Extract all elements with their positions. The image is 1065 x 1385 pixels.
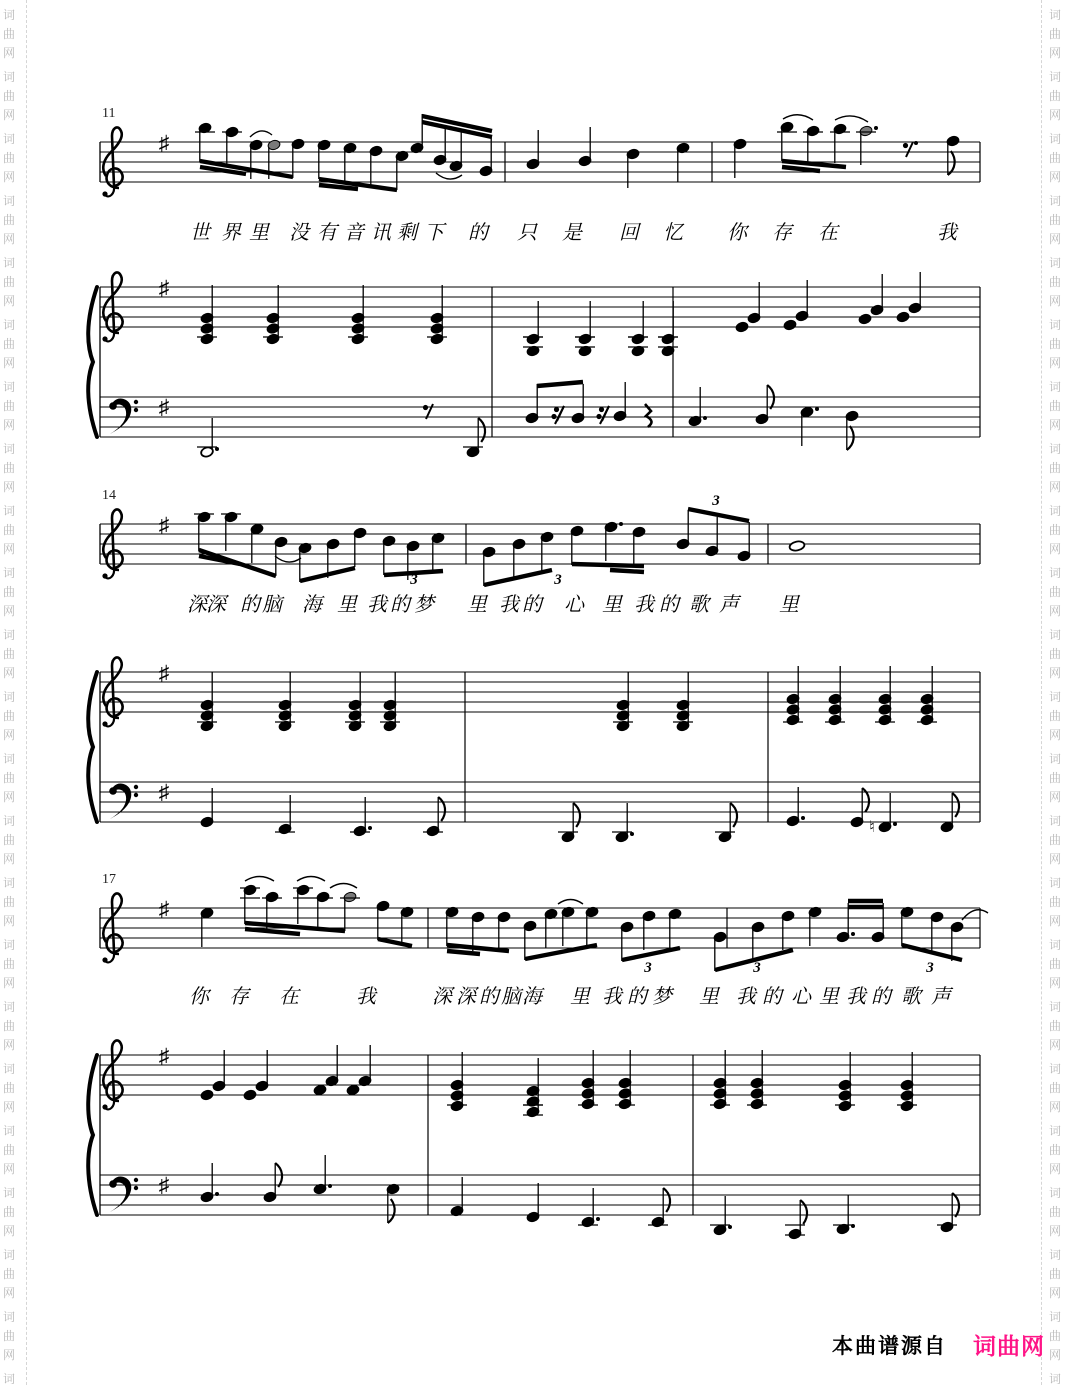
lyric-syllable: 梦	[652, 986, 672, 1008]
lyric-syllable: 声	[719, 594, 739, 616]
watermark-text: 词	[3, 876, 16, 890]
watermark-text: 词	[3, 1186, 16, 1200]
lyric-syllable: 梦	[414, 594, 434, 616]
watermark-text: 词	[3, 690, 16, 704]
watermark-text: 网	[1049, 480, 1062, 494]
lyric-syllable: 的	[390, 594, 410, 616]
watermark-text: 网	[3, 356, 16, 370]
watermark-text: 曲	[1049, 1329, 1062, 1343]
watermark-text: 词	[1049, 1062, 1062, 1076]
watermark-text: 词	[3, 504, 16, 518]
svg-text:♯: ♯	[158, 780, 170, 804]
watermark-text: 曲	[1049, 895, 1062, 909]
watermark-text: 词	[3, 1062, 16, 1076]
watermark-text: 网	[1049, 542, 1062, 556]
watermark-text: 词	[3, 1124, 16, 1138]
watermark-text: 曲	[1049, 771, 1062, 785]
watermark-text: 词	[1049, 194, 1062, 208]
watermark-text: 曲	[1049, 151, 1062, 165]
watermark-text: 网	[1049, 914, 1062, 928]
lyric-syllable: 存	[229, 986, 249, 1008]
lyric-syllable: 里	[249, 222, 269, 244]
lyric-syllable: 海	[522, 986, 542, 1008]
measure-number-14: 14	[102, 488, 116, 503]
watermark-text: 词	[1049, 256, 1062, 270]
lyric-syllable: 里	[337, 594, 357, 616]
watermark-text: 网	[1049, 790, 1062, 804]
watermark-text: 网	[1049, 1038, 1062, 1052]
watermark-text: 曲	[3, 833, 16, 847]
watermark-text: 曲	[1049, 1019, 1062, 1033]
watermark-text: 曲	[3, 151, 16, 165]
watermark-text: 词	[1049, 876, 1062, 890]
svg-text:♯: ♯	[158, 661, 170, 685]
svg-text:♯: ♯	[158, 1044, 170, 1068]
lyric-syllable: 深	[187, 594, 207, 616]
lyric-syllable: 我	[356, 986, 376, 1008]
watermark-text: 网	[3, 46, 16, 60]
watermark-text: 曲	[3, 1267, 16, 1281]
watermark-text: 网	[1049, 170, 1062, 184]
lyric-syllable: 心	[564, 594, 584, 616]
watermark-text: 网	[3, 666, 16, 680]
lyric-syllable: 脑	[501, 986, 521, 1008]
watermark-text: 词	[1049, 380, 1062, 394]
watermark-text: 词	[1049, 504, 1062, 518]
watermark-text: 网	[1049, 108, 1062, 122]
lyric-syllable: 没	[289, 222, 309, 244]
svg-text:3: 3	[712, 493, 720, 509]
lyric-syllable: 深	[206, 594, 226, 616]
lyric-syllable: 的	[627, 986, 647, 1008]
watermark-text: 曲	[3, 957, 16, 971]
watermark-text: 曲	[1049, 461, 1062, 475]
watermark-text: 网	[3, 232, 16, 246]
lyric-syllable: 的	[871, 986, 891, 1008]
watermark-text: 曲	[1049, 27, 1062, 41]
watermark-text: 网	[3, 914, 16, 928]
watermark-text: 曲	[1049, 709, 1062, 723]
lyric-syllable: 的	[659, 594, 679, 616]
watermark-text: 曲	[3, 461, 16, 475]
watermark-text: 词	[1049, 1372, 1062, 1385]
lyric-syllable: 里	[602, 594, 622, 616]
lyric-syllable: 歌	[689, 594, 709, 616]
watermark-text: 曲	[3, 585, 16, 599]
watermark-text: 曲	[3, 89, 16, 103]
watermark-text: 曲	[1049, 1267, 1062, 1281]
watermark-text: 词	[1049, 70, 1062, 84]
watermark-text: 词	[1049, 938, 1062, 952]
watermark-text: 网	[3, 542, 16, 556]
watermark-text: 词	[3, 1310, 16, 1324]
watermark-text: 曲	[3, 647, 16, 661]
watermark-text: 词	[1049, 1124, 1062, 1138]
lyric-syllable: 的	[522, 594, 542, 616]
watermark-text: 曲	[1049, 275, 1062, 289]
lyric-syllable: 讯	[371, 222, 391, 244]
lyric-syllable: 音	[344, 222, 364, 244]
lyric-syllable: 里	[570, 986, 590, 1008]
lyric-syllable: 是	[562, 222, 582, 244]
watermark-text: 词	[1049, 566, 1062, 580]
lyric-syllable: 我	[499, 594, 519, 616]
watermark-text: 词	[3, 8, 16, 22]
lyric-syllable: 里	[819, 986, 839, 1008]
watermark-text: 网	[3, 790, 16, 804]
watermark-text: 网	[3, 1348, 16, 1362]
watermark-text: 网	[1049, 1286, 1062, 1300]
watermark-text: 词	[3, 1248, 16, 1262]
watermark-text: 网	[3, 480, 16, 494]
svg-text:♯: ♯	[158, 395, 170, 419]
lyric-syllable: 下	[424, 222, 444, 244]
lyric-syllable: 深	[432, 986, 452, 1008]
footer-site-name[interactable]: 词曲网	[973, 1333, 1045, 1359]
lyric-syllable: 里	[779, 594, 799, 616]
lyric-syllable: 海	[302, 594, 322, 616]
svg-text:3: 3	[554, 572, 562, 588]
watermark-text: 词	[1049, 1000, 1062, 1014]
watermark-text: 网	[3, 1038, 16, 1052]
lyric-syllable: 深	[456, 986, 476, 1008]
watermark-text: 曲	[1049, 1081, 1062, 1095]
lyric-syllable: 歌	[901, 986, 921, 1008]
watermark-text: 曲	[1049, 399, 1062, 413]
svg-text:♯: ♯	[158, 131, 170, 155]
watermark-text: 曲	[1049, 213, 1062, 227]
watermark-text: 曲	[1049, 89, 1062, 103]
watermark-text: 网	[3, 170, 16, 184]
lyric-syllable: 在	[818, 222, 838, 244]
watermark-text: 词	[3, 566, 16, 580]
watermark-text: 曲	[3, 275, 16, 289]
watermark-text: 词	[1049, 8, 1062, 22]
lyric-syllable: 的	[240, 594, 260, 616]
watermark-text: 曲	[3, 1205, 16, 1219]
watermark-text: 词	[1049, 752, 1062, 766]
watermark-text: 词	[1049, 628, 1062, 642]
watermark-text: 网	[3, 418, 16, 432]
watermark-text: 词	[1049, 1248, 1062, 1262]
measure-number-11: 11	[102, 106, 116, 121]
watermark-text: 曲	[3, 213, 16, 227]
watermark-text: 网	[3, 1286, 16, 1300]
watermark-text: 网	[3, 852, 16, 866]
watermark-text: 网	[1049, 976, 1062, 990]
lyric-syllable: 我	[846, 986, 866, 1008]
watermark-text: 词	[1049, 814, 1062, 828]
svg-text:3: 3	[644, 960, 652, 976]
watermark-text: 曲	[1049, 337, 1062, 351]
lyric-syllable: 我	[602, 986, 622, 1008]
watermark-text: 词	[3, 256, 16, 270]
watermark-text: 网	[3, 1224, 16, 1238]
watermark-text: 网	[1049, 418, 1062, 432]
svg-text:3: 3	[410, 572, 418, 588]
watermark-text: 曲	[1049, 833, 1062, 847]
watermark-text: 曲	[3, 399, 16, 413]
watermark-text: 网	[1049, 1162, 1062, 1176]
watermark-text: 网	[1049, 356, 1062, 370]
watermark-text: 网	[1049, 728, 1062, 742]
watermark-text: 曲	[3, 1143, 16, 1157]
lyric-syllable: 忆	[663, 222, 683, 244]
watermark-text: 词	[1049, 1310, 1062, 1324]
watermark-text: 曲	[3, 1081, 16, 1095]
watermark-text: 网	[1049, 666, 1062, 680]
watermark-text: 曲	[1049, 523, 1062, 537]
lyric-syllable: 声	[931, 986, 951, 1008]
lyric-syllable: 我	[634, 594, 654, 616]
watermark-text: 词	[3, 814, 16, 828]
watermark-text: 词	[3, 628, 16, 642]
watermark-text: 曲	[1049, 1205, 1062, 1219]
watermark-text: 网	[3, 108, 16, 122]
watermark-text: 曲	[3, 709, 16, 723]
watermark-text: 曲	[1049, 647, 1062, 661]
watermark-text: 词	[3, 442, 16, 456]
watermark-text: 词	[1049, 318, 1062, 332]
svg-text:♯: ♯	[158, 1173, 170, 1197]
watermark-text: 曲	[1049, 585, 1062, 599]
lyric-syllable: 有	[317, 222, 337, 244]
watermark-text: 曲	[3, 771, 16, 785]
watermark-text: 词	[3, 938, 16, 952]
watermark-text: 网	[3, 1162, 16, 1176]
svg-text:♯: ♯	[158, 513, 170, 537]
svg-text:♯: ♯	[158, 897, 170, 921]
measure-number-17: 17	[102, 872, 116, 887]
watermark-text: 网	[3, 976, 16, 990]
lyric-syllable: 里	[467, 594, 487, 616]
watermark-text: 词	[3, 70, 16, 84]
lyric-syllable: 里	[699, 986, 719, 1008]
lyric-syllable: 回	[619, 222, 639, 244]
watermark-text: 曲	[3, 895, 16, 909]
lyric-syllable: 的	[468, 222, 488, 244]
lyric-syllable: 的	[762, 986, 782, 1008]
watermark-text: 词	[1049, 132, 1062, 146]
watermark-text: 网	[1049, 232, 1062, 246]
watermark-text: 词	[3, 1000, 16, 1014]
svg-text:♯: ♯	[158, 276, 170, 300]
lyric-syllable: 你	[727, 222, 747, 244]
watermark-text: 词	[1049, 442, 1062, 456]
lyric-syllable: 脑	[262, 594, 282, 616]
watermark-text: 网	[1049, 604, 1062, 618]
watermark-text: 词	[3, 194, 16, 208]
watermark-text: 网	[1049, 852, 1062, 866]
svg-text:3: 3	[753, 960, 761, 976]
watermark-text: 词	[1049, 1186, 1062, 1200]
watermark-text: 网	[1049, 1100, 1062, 1114]
lyric-syllable: 的	[479, 986, 499, 1008]
watermark-text: 网	[3, 604, 16, 618]
lyric-syllable: 在	[279, 986, 299, 1008]
lyric-syllable: 我	[367, 594, 387, 616]
footer-source-label: 本曲谱源自	[832, 1335, 947, 1358]
watermark-text: 词	[1049, 690, 1062, 704]
watermark-text: 网	[3, 728, 16, 742]
svg-text:♮: ♮	[869, 819, 875, 836]
lyric-syllable: 心	[791, 986, 811, 1008]
watermark-text: 曲	[1049, 1143, 1062, 1157]
watermark-text: 网	[1049, 1224, 1062, 1238]
watermark-text: 网	[1049, 1348, 1062, 1362]
watermark-text: 词	[3, 1372, 16, 1385]
watermark-text: 曲	[3, 523, 16, 537]
lyric-syllable: 我	[736, 986, 756, 1008]
lyric-syllable: 界	[221, 222, 241, 244]
watermark-text: 曲	[3, 27, 16, 41]
lyric-syllable: 只	[517, 222, 537, 244]
watermark-text: 词	[3, 132, 16, 146]
lyric-syllable: 剩	[397, 222, 417, 244]
watermark-text: 网	[1049, 46, 1062, 60]
watermark-text: 词	[3, 318, 16, 332]
svg-text:3: 3	[926, 960, 934, 976]
watermark-text: 词	[3, 752, 16, 766]
watermark-text: 曲	[3, 337, 16, 351]
watermark-text: 词	[3, 380, 16, 394]
watermark-text: 曲	[1049, 957, 1062, 971]
lyric-syllable: 你	[189, 986, 209, 1008]
lyric-syllable: 我	[937, 222, 957, 244]
watermark-text: 网	[3, 1100, 16, 1114]
watermark-text: 曲	[3, 1329, 16, 1343]
watermark-text: 曲	[3, 1019, 16, 1033]
watermark-text: 网	[3, 294, 16, 308]
lyric-syllable: 世	[190, 222, 210, 244]
lyric-syllable: 存	[772, 222, 792, 244]
watermark-text: 网	[1049, 294, 1062, 308]
